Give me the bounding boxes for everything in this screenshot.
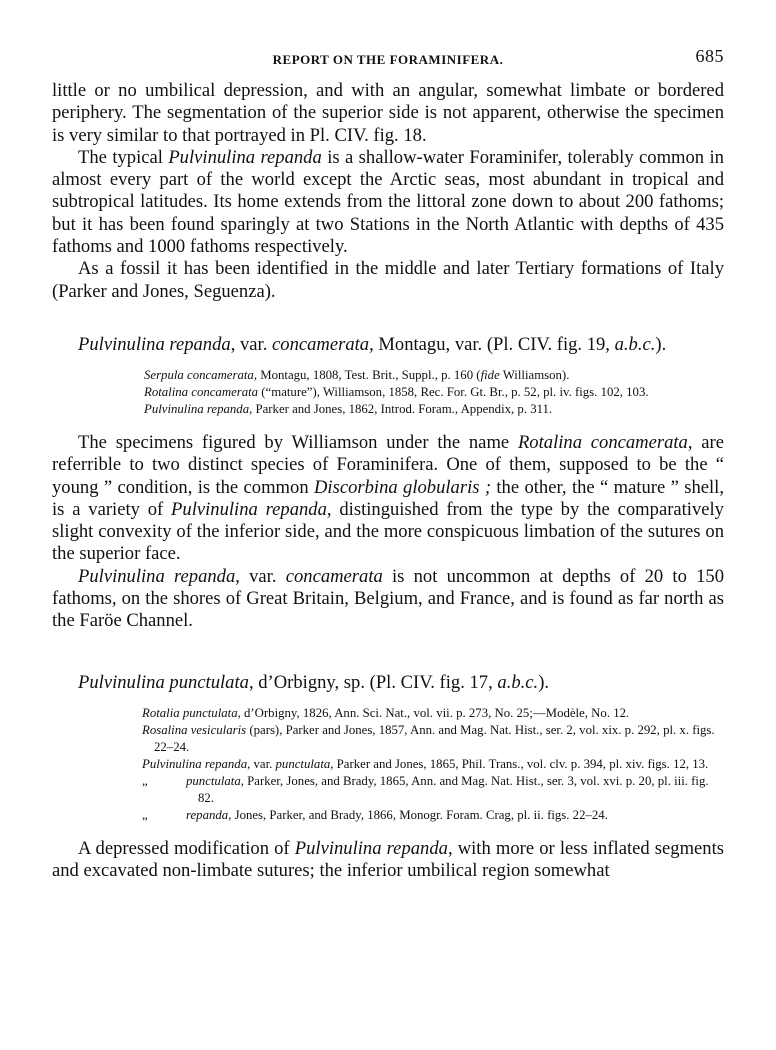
paragraph-typical-repanda: The typical Pulvinulina repanda is a shallow-water Foraminifer, tolerably common in almost every part of the world except the Arctic seas, most abundant in tropical and subtropical latitudes. Its home extends from the littoral zone down to about 200 fathoms; but it has been found sparingly at two Stations in the North Atlantic with depths of 435 fathoms and 1000 fathoms respectively. <box>52 146 724 258</box>
page <box>52 38 724 882</box>
synonymy-list-concamerata <box>144 367 730 418</box>
species-heading-concamerata: Pulvinulina repanda, var. concamerata, Montagu, var. (Pl. CIV. fig. 19, a.b.c.). <box>78 333 667 355</box>
paragraph-distribution: Pulvinulina repanda, var. concamerata is not uncommon at depths of 20 to 150 fathoms, on the shores of Great Britain, Belgium, and France, and is found as far north as the Faröe Channel. <box>52 565 724 632</box>
synonymy-entry: Rotalia punctulata, d’Orbigny, 1826, Ann. Sci. Nat., vol. vii. p. 273, No. 25;—Modèle, No. 12. <box>142 705 630 720</box>
paragraph-continuation: little or no umbilical depression, and with an angular, somewhat limbate or bordered periphery. The segmentation of the superior side is not apparent, otherwise the specimen is very similar to that portrayed in Pl. CIV. fig. 18. <box>52 80 724 146</box>
synonymy-list-punctulata <box>142 705 726 824</box>
running-title: REPORT ON THE FORAMINIFERA. <box>272 52 504 67</box>
paragraph-punctulata-description: A depressed modification of Pulvinulina repanda, with more or less inflated segments and excavated non-limbate sutures; the inferior umbilical region somewhat <box>52 837 725 881</box>
paragraph-fossil: As a fossil it has been identified in the middle and later Tertiary formations of Italy (Parker and Jones, Seguenza). <box>52 258 724 302</box>
page-number: 685 <box>695 46 724 66</box>
species-heading-punctulata: Pulvinulina punctulata, d’Orbigny, sp. (Pl. CIV. fig. 17, a.b.c.). <box>78 671 550 693</box>
taxon-name: Pulvinulina repanda <box>168 146 322 168</box>
synonymy-entry: Serpula concamerata, Montagu, 1808, Test. Brit., Suppl., p. 160 (fide Williamson). <box>144 367 570 382</box>
synonymy-entry: Pulvinulina repanda, Parker and Jones, 1862, Introd. Foram., Appendix, p. 311. <box>144 401 553 416</box>
paragraph-williamson: The specimens figured by Williamson under the name Rotalina concamerata, are referrible to two distinct species of Foraminifera. One of them, supposed to be the “ young ” condition, is the common Discorbina globularis ; the other, the “ mature ” shell, is a variety of Pulvinulina repanda, distinguished from the type by the comparatively slight convexity of the inferior side, and the more conspicuous limbation of the sutures on the superior face. <box>52 431 724 565</box>
synonymy-entry: Pulvinulina repanda, var. punctulata, Parker and Jones, 1865, Phil. Trans., vol. clv. p. 394, pl. xiv. figs. 12, 13. <box>142 756 709 771</box>
synonymy-entry-ditto: „ punctulata, Parker, Jones, and Brady, 1865, Ann. and Mag. Nat. Hist., ser. 3, vol. xvi. p. 20, pl. iii. fig. 82. <box>142 773 709 805</box>
synonymy-entry: Rosalina vesicularis (pars), Parker and Jones, 1857, Ann. and Mag. Nat. Hist., ser. 2, vol. xix. p. 292, pl. x. figs. 22–24. <box>142 722 715 754</box>
running-header <box>52 38 724 68</box>
synonymy-entry-ditto: „ repanda, Jones, Parker, and Brady, 1866, Monogr. Foram. Crag, pl. ii. figs. 22–24. <box>142 807 608 822</box>
synonymy-entry: Rotalina concamerata (“mature”), Williamson, 1858, Rec. For. Gt. Br., p. 52, pl. iv. figs. 102, 103. <box>144 384 649 399</box>
